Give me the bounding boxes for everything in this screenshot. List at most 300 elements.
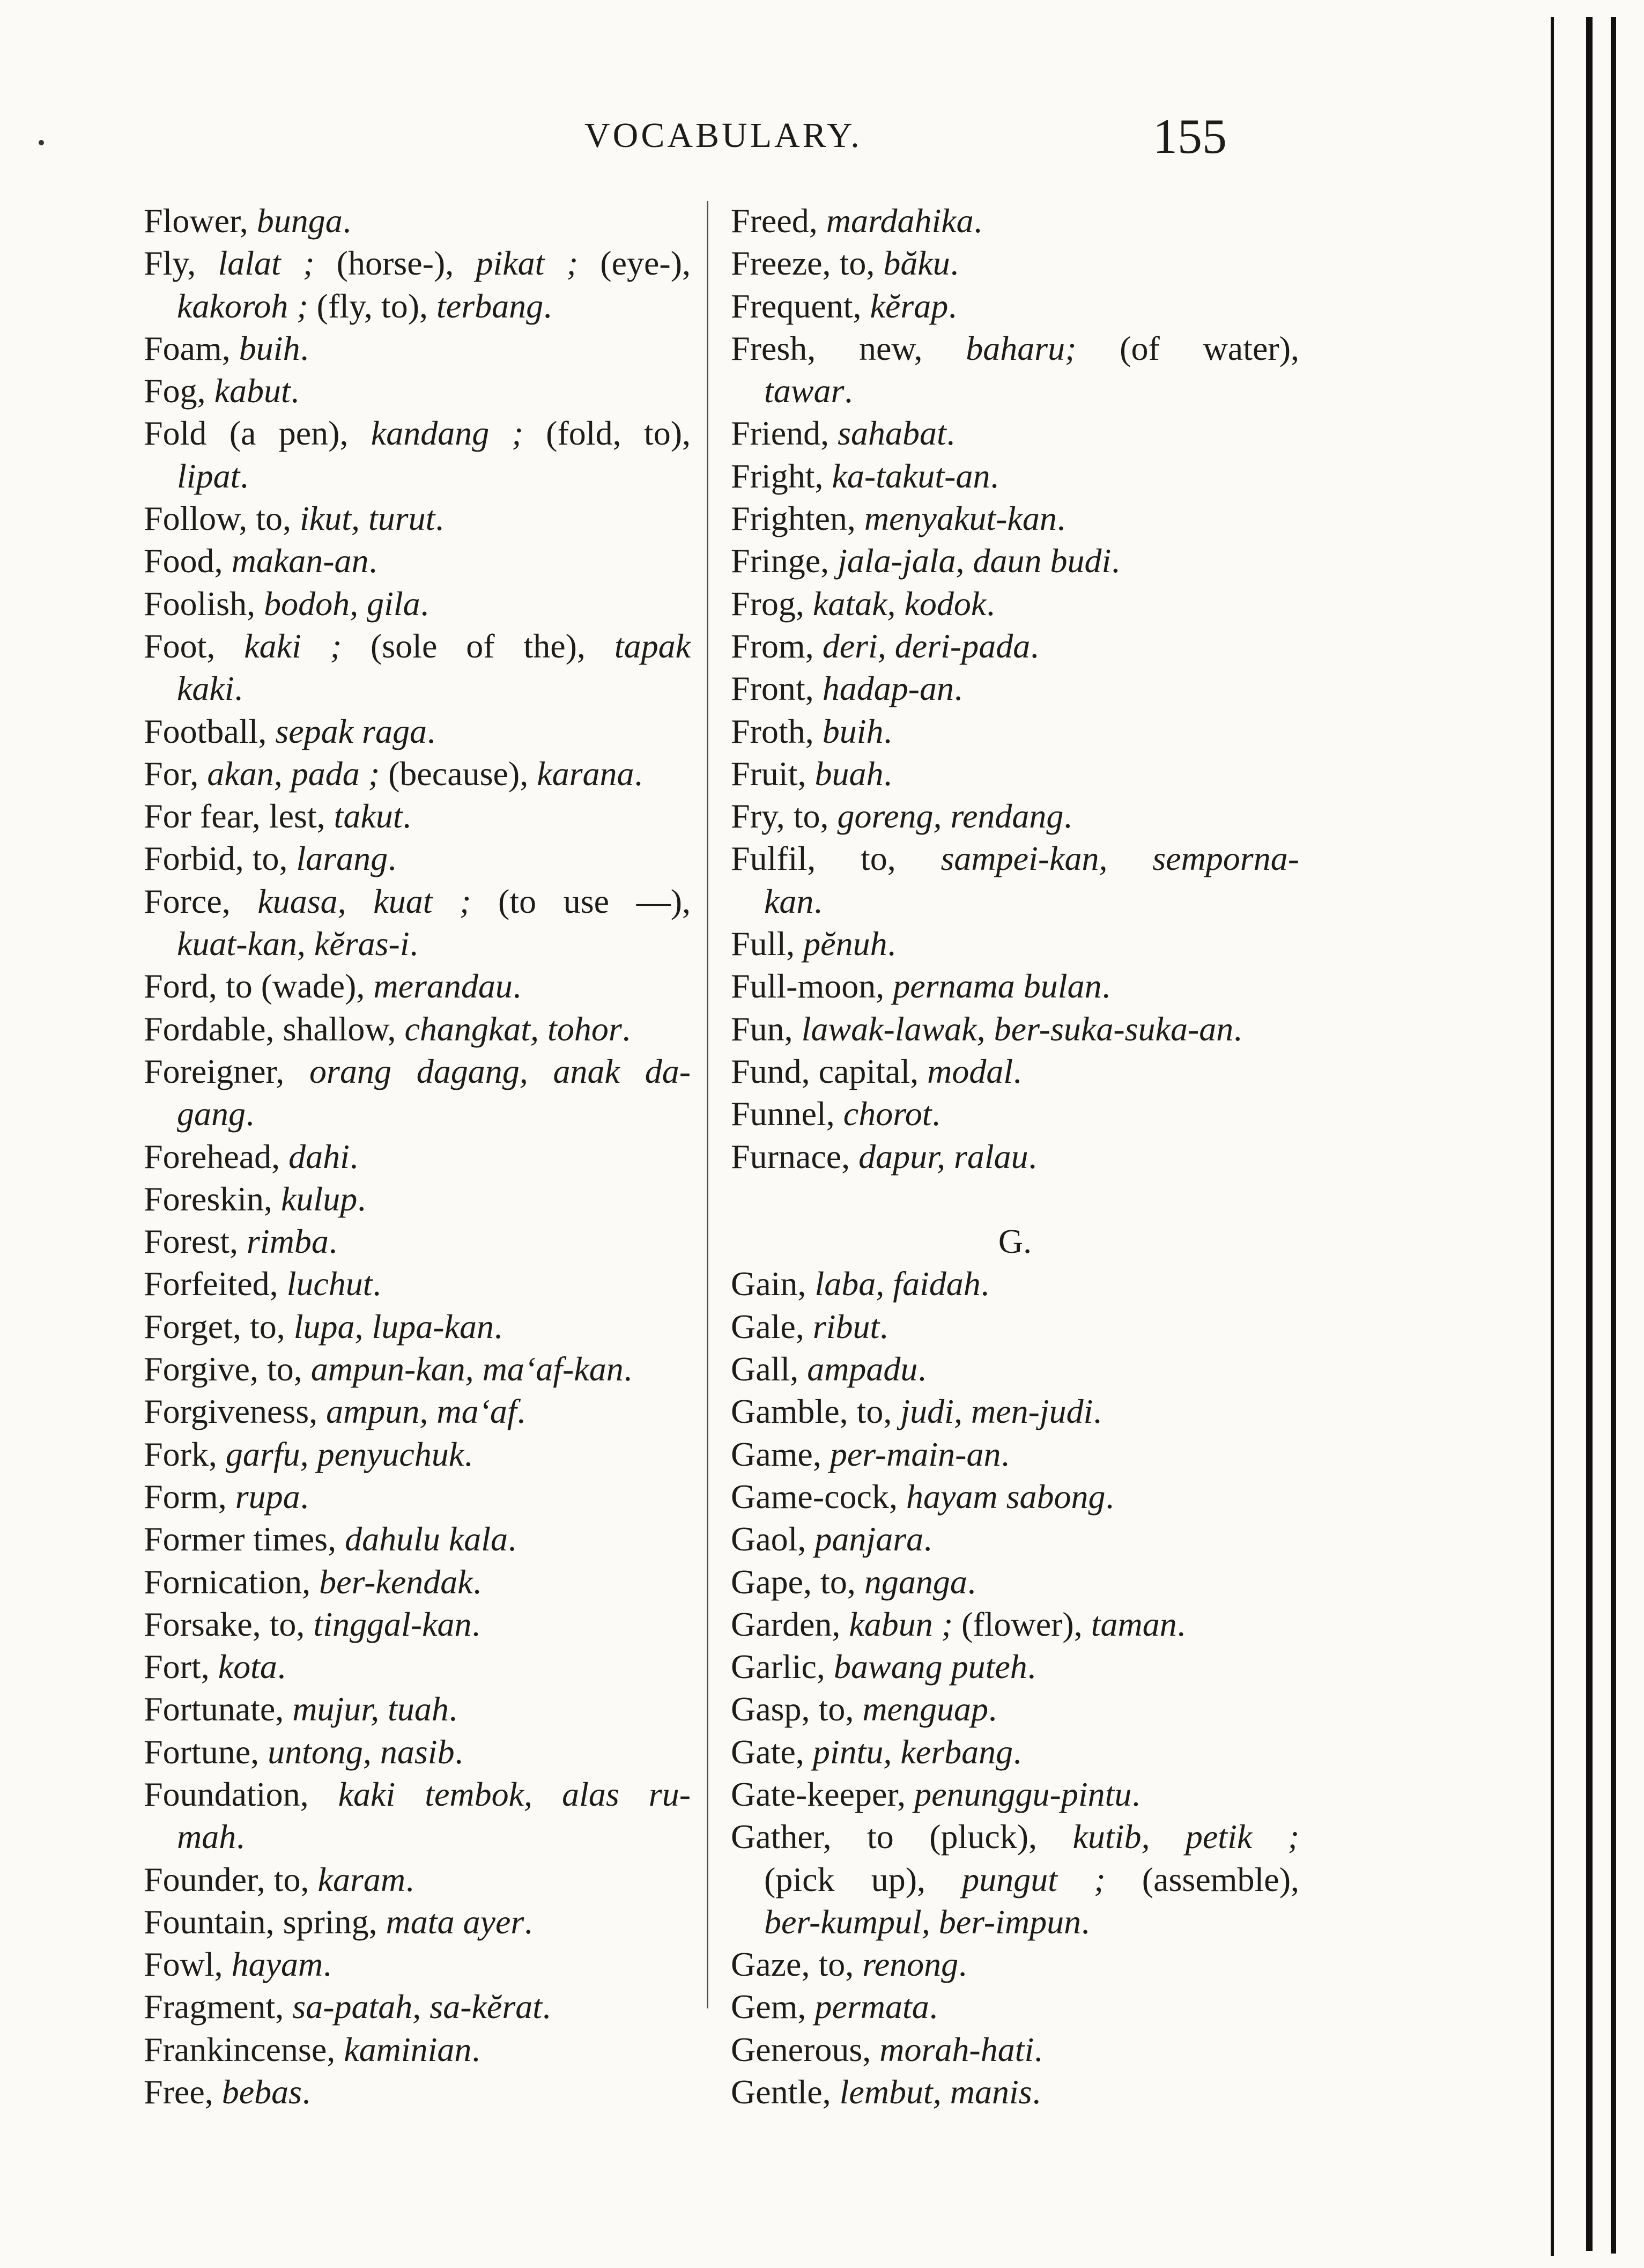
entry-note: . (1001, 1435, 1010, 1473)
entry-continuation-line (731, 370, 1299, 412)
entry-note: . (542, 1988, 551, 2026)
malay-translation: kĕrap (870, 286, 949, 325)
entry-note: . (464, 1435, 473, 1473)
entry-note: . (1056, 499, 1065, 538)
entry-note: . (426, 712, 435, 750)
entry-note: . (388, 839, 397, 878)
entry-note: . (973, 202, 982, 240)
vocabulary-entry (731, 837, 1299, 880)
entry-note: . (300, 329, 309, 367)
vocabulary-entry (144, 625, 691, 667)
vocabulary-entry (144, 1858, 691, 1901)
vocabulary-entry (731, 582, 1299, 625)
vocabulary-entry (144, 1688, 691, 1730)
vocabulary-entry (144, 200, 691, 242)
malay-translation: kandang ; (371, 414, 523, 453)
malay-translation: bawang puteh (833, 1648, 1027, 1686)
entry-headword: Forbid, to, (144, 839, 297, 878)
entry-note: . (1013, 1732, 1022, 1771)
malay-translation: băku (883, 244, 950, 283)
entry-headword: Fund, capital, (731, 1052, 928, 1090)
entry-headword: Fountain, spring, (144, 1902, 386, 1941)
entry-note: . (240, 456, 249, 495)
malay-translation: kaminian (344, 2030, 472, 2068)
entry-headword: Fulfil, to, (731, 839, 941, 878)
malay-translation: baharu; (966, 329, 1077, 367)
vocabulary-entry (731, 1688, 1299, 1730)
malay-translation: rimba (247, 1222, 329, 1261)
vocabulary-entry (144, 1518, 691, 1560)
vocabulary-entry (731, 1390, 1299, 1432)
entry-note: (fly, to), (308, 286, 436, 325)
running-title: VOCABULARY. (584, 116, 862, 155)
entry-note: . (1101, 967, 1110, 1006)
vocabulary-entry (731, 1731, 1299, 1773)
entry-note: . (879, 1307, 888, 1346)
entry-headword: Froth, (731, 712, 823, 750)
malay-translation: pernama bulan (893, 967, 1102, 1006)
malay-translation: karam (317, 1860, 406, 1898)
entry-note: . (917, 1350, 927, 1388)
entry-note: . (887, 925, 896, 963)
vocabulary-entry (731, 1433, 1299, 1475)
malay-translation: taman (1091, 1605, 1177, 1643)
malay-translation: ampun-kan, ma‘af-kan (310, 1350, 624, 1388)
vocabulary-entry (144, 582, 691, 625)
malay-translation: kaki (177, 669, 234, 708)
blank-line (731, 1178, 1299, 1220)
malay-translation: katak, kodok (812, 584, 987, 623)
entry-continuation-line (144, 1815, 691, 1858)
entry-headword: Foam, (144, 329, 239, 367)
malay-translation: penunggu-pintu (914, 1775, 1132, 1813)
vocabulary-entry (144, 242, 691, 284)
vocabulary-entry (144, 965, 691, 1007)
entry-continuation-line (144, 455, 691, 497)
malay-translation: dahulu kala (345, 1520, 508, 1558)
entry-note: . (954, 669, 962, 708)
column-divider (707, 201, 708, 2008)
malay-translation: makan-an (231, 542, 369, 580)
entry-note: . (883, 712, 892, 750)
malay-translation: dapur, ralau (858, 1137, 1028, 1176)
entry-note: . (1093, 1392, 1102, 1431)
entry-note: . (402, 797, 411, 836)
malay-translation: hayam sabong (906, 1477, 1106, 1516)
malay-translation: ka-takut-an (832, 456, 990, 495)
malay-translation: kakoroh ; (177, 286, 308, 325)
malay-translation: deri, deri-pada (822, 626, 1031, 665)
page-edge-line (1611, 17, 1616, 2254)
vocabulary-entry (144, 1135, 691, 1178)
malay-translation: buih (239, 329, 300, 367)
entry-headword: Forest, (144, 1222, 247, 1261)
malay-translation: panjara (814, 1520, 924, 1558)
malay-translation: kaki ; (244, 626, 342, 665)
entry-headword: Former times, (144, 1520, 345, 1558)
page-number: 155 (1153, 109, 1227, 164)
entry-headword: Forgiveness, (144, 1392, 327, 1431)
entry-note: . (435, 499, 444, 538)
entry-note: . (958, 1945, 967, 1984)
entry-headword: Form, (144, 1477, 235, 1516)
malay-translation: ribut (812, 1307, 880, 1346)
malay-translation: gang (177, 1095, 246, 1133)
malay-translation: lalat ; (218, 244, 315, 283)
entry-headword: Food, (144, 542, 232, 580)
section-letter-heading (731, 1220, 1299, 1262)
entry-headword: Friend, (731, 414, 838, 453)
malay-translation: kabut (214, 372, 291, 410)
malay-translation: lipat (177, 456, 240, 495)
vocabulary-entry (731, 1092, 1299, 1135)
vocabulary-entry (144, 1262, 691, 1305)
vocabulary-entry (144, 1985, 691, 2028)
vocabulary-entry (731, 795, 1299, 837)
entry-note: . (1105, 1477, 1114, 1516)
entry-note: (because), (380, 754, 537, 793)
malay-translation: changkat, tohor (404, 1009, 622, 1048)
vocabulary-entry (731, 1943, 1299, 1985)
vocabulary-entry (731, 1008, 1299, 1050)
malay-translation: mujur, tuah (292, 1690, 449, 1728)
entry-headword: Frankincense, (144, 2030, 344, 2068)
vocabulary-entry (731, 667, 1299, 710)
malay-translation: kabun ; (849, 1605, 953, 1643)
entry-note: . (342, 202, 351, 240)
vocabulary-entry (731, 1305, 1299, 1348)
vocabulary-entry (144, 1390, 691, 1432)
entry-note: . (1028, 1137, 1037, 1176)
malay-translation: lawak-lawak, ber-suka-suka-an (801, 1009, 1234, 1048)
entry-note: . (931, 1095, 941, 1133)
entry-note: . (1063, 797, 1072, 836)
entry-continuation-line (144, 667, 691, 710)
entry-note: . (516, 1392, 525, 1431)
entry-note: . (1233, 1009, 1242, 1048)
vocabulary-entry (144, 1178, 691, 1220)
malay-translation: lupa, lupa-kan (293, 1307, 494, 1346)
entry-continuation-line (144, 285, 691, 327)
page-edge-line (1551, 17, 1554, 2256)
malay-translation: kuat-kan, kĕras-i (177, 925, 410, 963)
entry-headword: Gate, (731, 1732, 813, 1771)
vocabulary-entry (731, 1985, 1299, 2028)
entry-headword: Furnace, (731, 1137, 859, 1176)
vocabulary-entry (144, 497, 691, 540)
entry-headword: Gate-keeper, (731, 1775, 915, 1813)
entry-continuation-line (731, 1901, 1299, 1943)
malay-translation: nganga (864, 1562, 967, 1601)
entry-headword: Fly, (144, 244, 218, 283)
entry-headword: Full, (731, 925, 804, 963)
vocabulary-entry (144, 1773, 691, 1815)
ink-speck (39, 140, 44, 145)
entry-note: (horse-), (314, 244, 476, 283)
malay-translation: kulup (281, 1179, 358, 1218)
malay-translation: rupa (235, 1477, 300, 1516)
malay-translation: laba, faidah (814, 1265, 981, 1303)
vocabulary-entry (144, 795, 691, 837)
entry-headword: Freeze, to, (731, 244, 884, 283)
entry-headword: Gaol, (731, 1520, 815, 1558)
malay-translation: luchut (286, 1265, 373, 1303)
entry-headword: Full-moon, (731, 967, 893, 1006)
entry-headword: Fornication, (144, 1562, 320, 1601)
malay-translation: per-main-an (830, 1435, 1001, 1473)
vocabulary-entry (144, 1475, 691, 1518)
vocabulary-entry (731, 752, 1299, 795)
malay-translation: pintu, kerbang (812, 1732, 1013, 1771)
vocabulary-entry (144, 1603, 691, 1645)
entry-headword: Gentle, (731, 2073, 840, 2111)
entry-headword: Fun, (731, 1009, 802, 1048)
vocabulary-entry (731, 242, 1299, 284)
entry-note: . (236, 1818, 245, 1856)
entry-note: . (634, 754, 643, 793)
entry-headword: Force, (144, 882, 258, 920)
malay-translation: dahi (288, 1137, 350, 1176)
entry-note: (to use —), (471, 882, 691, 920)
malay-translation: chorot (843, 1095, 932, 1133)
malay-translation: jala-jala, daun budi (838, 542, 1112, 580)
entry-note: . (967, 1562, 976, 1601)
entry-note: . (1176, 1605, 1186, 1643)
entry-note: . (883, 754, 892, 793)
malay-translation: karana (537, 754, 634, 793)
vocabulary-entry (731, 1262, 1299, 1305)
right-vocabulary-column (731, 200, 1299, 2113)
malay-translation: sahabat (838, 414, 946, 453)
vocabulary-entry (731, 1603, 1299, 1645)
vocabulary-entry (144, 1050, 691, 1092)
vocabulary-entry (731, 1518, 1299, 1560)
malay-translation: sampei-kan, semporna- (941, 839, 1300, 878)
malay-translation: bodoh, gila (264, 584, 420, 623)
vocabulary-entry (144, 2071, 691, 2113)
entry-note: . (990, 456, 999, 495)
entry-note: . (986, 584, 995, 623)
entry-note: . (409, 925, 418, 963)
entry-headword: Fortunate, (144, 1690, 293, 1728)
vocabulary-entry (144, 540, 691, 582)
vocabulary-entry (144, 1305, 691, 1348)
entry-headword: Gem, (731, 1988, 815, 2026)
malay-translation: kaki tembok, alas ru- (338, 1775, 691, 1813)
entry-headword: Foot, (144, 626, 245, 665)
malay-translation: tapak (614, 626, 691, 665)
vocabulary-entry (144, 1561, 691, 1603)
entry-note: . (621, 1009, 631, 1048)
vocabulary-entry (731, 1815, 1299, 1858)
malay-translation: larang (296, 839, 388, 878)
entry-headword: Fry, to, (731, 797, 838, 836)
malay-translation: akan, pada ; (207, 754, 380, 793)
entry-note: (flower), (953, 1605, 1091, 1643)
entry-headword: Ford, to (wade), (144, 967, 374, 1006)
entry-note: . (1081, 1902, 1090, 1941)
entry-note: . (1030, 626, 1039, 665)
entry-note: . (234, 669, 243, 708)
entry-headword: Front, (731, 669, 823, 708)
malay-translation: untong, nasib (268, 1732, 455, 1771)
malay-translation: kan (764, 882, 814, 920)
entry-headword: For, (144, 754, 208, 793)
malay-translation: takut (334, 797, 403, 836)
entry-headword: Fright, (731, 456, 832, 495)
entry-note: . (372, 1265, 381, 1303)
entry-headword: Gape, to, (731, 1562, 864, 1601)
malay-translation: menguap (862, 1690, 988, 1728)
vocabulary-entry (731, 1348, 1299, 1390)
entry-headword: Founder, to, (144, 1860, 318, 1898)
malay-translation: goreng, rendang (837, 797, 1064, 836)
vocabulary-entry (731, 412, 1299, 454)
malay-translation: pungut ; (962, 1860, 1106, 1898)
malay-translation: pikat ; (476, 244, 579, 283)
malay-translation: tawar (764, 372, 845, 410)
entry-note: (eye-), (578, 244, 691, 283)
vocabulary-entry (144, 880, 691, 922)
vocabulary-entry (731, 1561, 1299, 1603)
entry-note: . (980, 1265, 989, 1303)
entry-note: . (368, 542, 377, 580)
entry-headword: Frequent, (731, 286, 870, 325)
entry-note: (pick up), (764, 1860, 962, 1898)
vocabulary-entry (731, 200, 1299, 242)
malay-translation: bunga (256, 202, 343, 240)
entry-headword: For fear, lest, (144, 797, 334, 836)
entry-note: . (948, 286, 957, 325)
malay-translation: ampadu (807, 1350, 918, 1388)
entry-note: . (277, 1648, 286, 1686)
entry-headword: Freed, (731, 202, 826, 240)
vocabulary-entry (144, 1731, 691, 1773)
vocabulary-entry (731, 2028, 1299, 2071)
entry-note: . (454, 1732, 463, 1771)
vocabulary-entry (731, 1050, 1299, 1092)
entry-continuation-line (144, 1092, 691, 1135)
entry-headword: Forsake, to, (144, 1605, 314, 1643)
page-edge-line (1586, 17, 1593, 2251)
entry-note: . (494, 1307, 502, 1346)
entry-headword: Foreigner, (144, 1052, 310, 1090)
malay-translation: renong (862, 1945, 959, 1984)
vocabulary-entry (144, 1943, 691, 1985)
entry-headword: Fowl, (144, 1945, 232, 1984)
entry-headword: Football, (144, 712, 276, 750)
vocabulary-entry (731, 327, 1299, 370)
entry-headword: Game-cock, (731, 1477, 906, 1516)
entry-note: . (508, 1520, 517, 1558)
vocabulary-entry (731, 710, 1299, 752)
vocabulary-entry (731, 965, 1299, 1007)
entry-headword: Fortune, (144, 1732, 268, 1771)
entry-note: (fold, to), (523, 414, 691, 453)
vocabulary-entry (731, 1475, 1299, 1518)
entry-headword: Gain, (731, 1265, 815, 1303)
malay-translation: garfu, penyuchuk (225, 1435, 464, 1473)
vocabulary-entry (731, 922, 1299, 965)
vocabulary-entry (731, 2071, 1299, 2113)
entry-headword: Foreskin, (144, 1179, 281, 1218)
vocabulary-entry (144, 2028, 691, 2071)
vocabulary-entry (144, 327, 691, 370)
vocabulary-entry (144, 710, 691, 752)
vocabulary-entry (731, 285, 1299, 327)
entry-headword: Gasp, to, (731, 1690, 863, 1728)
entry-headword: Fordable, shallow, (144, 1009, 405, 1048)
entry-headword: Funnel, (731, 1095, 843, 1133)
entry-note: . (813, 882, 823, 920)
malay-translation: tinggal-kan (313, 1605, 472, 1643)
malay-translation: buih (822, 712, 884, 750)
malay-translation: hadap-an (822, 669, 954, 708)
entry-note: . (405, 1860, 414, 1898)
entry-note: . (357, 1179, 366, 1218)
vocabulary-entry (144, 837, 691, 880)
entry-note: . (923, 1520, 932, 1558)
malay-translation: sa-patah, sa-kĕrat (292, 1988, 542, 2026)
entry-headword: Gamble, to, (731, 1392, 901, 1431)
malay-translation: merandau (373, 967, 513, 1006)
entry-note: . (328, 1222, 337, 1261)
vocabulary-entry (144, 370, 691, 412)
malay-translation: terbang (436, 286, 544, 325)
entry-headword: Foolish, (144, 584, 264, 623)
page-header (0, 110, 1644, 169)
vocabulary-entry (731, 1135, 1299, 1178)
entry-headword: G. (998, 1222, 1032, 1261)
entry-note: . (1032, 2073, 1041, 2111)
entry-note: . (1027, 1648, 1036, 1686)
malay-translation: bebas (221, 2073, 302, 2111)
vocabulary-entry (144, 412, 691, 454)
entry-headword: Garden, (731, 1605, 849, 1643)
entry-headword: Garlic, (731, 1648, 834, 1686)
entry-headword: Fruit, (731, 754, 815, 793)
entry-headword: Fragment, (144, 1988, 293, 2026)
malay-translation: mata ayer (386, 1902, 524, 1941)
vocabulary-entry (144, 1901, 691, 1943)
malay-translation: lembut, manis (839, 2073, 1032, 2111)
vocabulary-entry (144, 752, 691, 795)
entry-note: . (349, 1137, 358, 1176)
malay-translation: kuasa, kuat ; (257, 882, 471, 920)
entry-note: . (950, 244, 959, 283)
entry-note: . (512, 967, 521, 1006)
entry-note: . (1013, 1052, 1022, 1090)
entry-headword: Fold (a pen), (144, 414, 371, 453)
malay-translation: permata (814, 1988, 929, 2026)
vocabulary-entry (144, 1348, 691, 1390)
entry-continuation-line (731, 1858, 1299, 1901)
malay-translation: hayam (231, 1945, 323, 1984)
vocabulary-entry (731, 625, 1299, 667)
entry-note: . (300, 1477, 309, 1516)
vocabulary-entry (731, 455, 1299, 497)
entry-note: (assemble), (1105, 1860, 1299, 1898)
entry-note: . (543, 286, 552, 325)
entry-headword: Fringe, (731, 542, 838, 580)
entry-note: . (1034, 2030, 1043, 2068)
entry-headword: Forfeited, (144, 1265, 287, 1303)
malay-translation: buah (814, 754, 884, 793)
entry-headword: Gather, to (pluck), (731, 1818, 1073, 1856)
vocabulary-entry (144, 1220, 691, 1262)
malay-translation: ikut, turut (300, 499, 435, 538)
entry-note: . (929, 1988, 938, 2026)
